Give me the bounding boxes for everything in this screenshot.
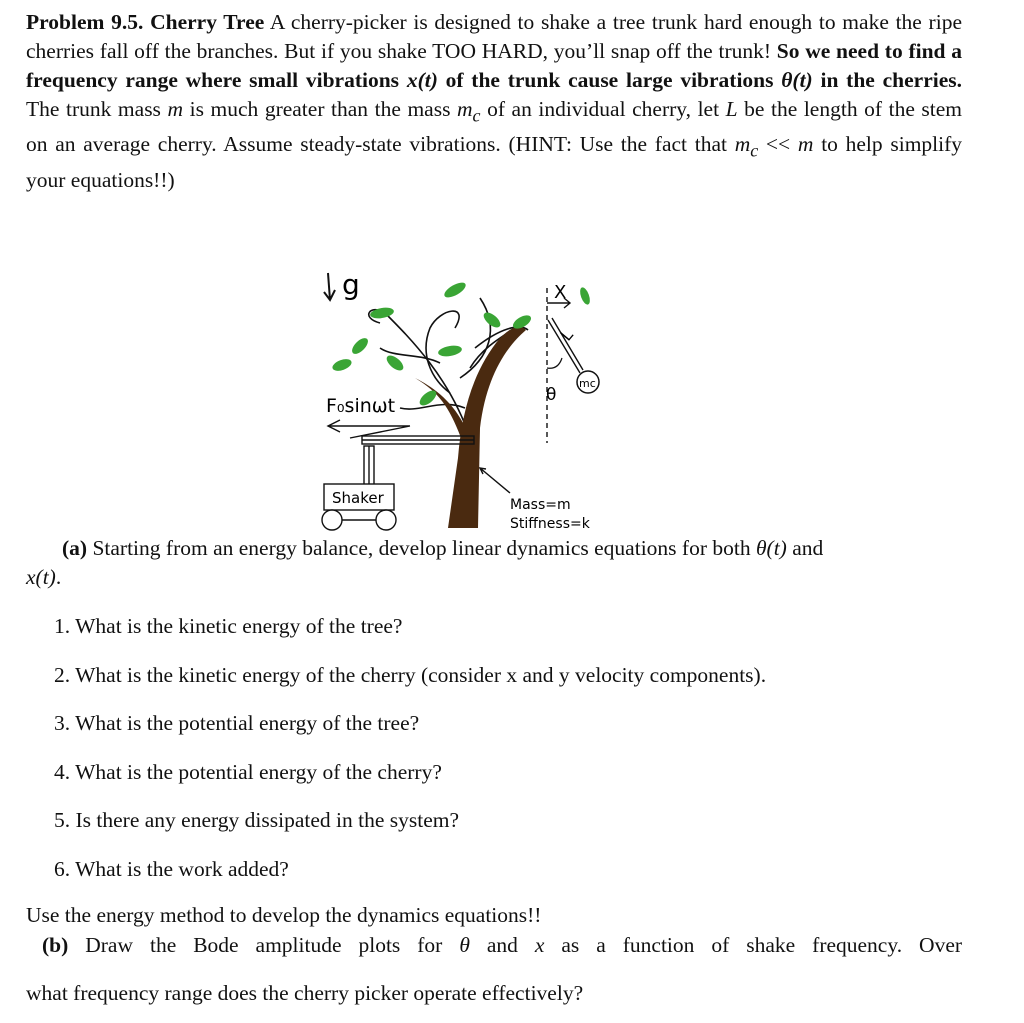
list-item: 3. What is the potential energy of the tree? (54, 711, 420, 735)
problem-title: Cherry Tree (150, 10, 265, 34)
var-x-t: x(t) (406, 68, 438, 92)
var-mc: $m_c$ (457, 97, 481, 126)
gravity-label: g (342, 268, 360, 301)
mass-pointer (480, 468, 510, 493)
list-item: 1. What is the kinetic energy of the tree? (54, 614, 403, 638)
part-a-theta: θ(t) (755, 536, 787, 560)
theta-label: θ (546, 385, 557, 405)
list-item: 2. What is the kinetic energy of the cherry (consider x and y velocity components). (54, 662, 767, 687)
list-item: 4. What is the potential energy of the cherry? (54, 759, 442, 784)
part-a (26, 534, 962, 592)
part-b-theta: θ (459, 933, 470, 957)
list-item: 5. Is there any energy dissipated in the system? (54, 808, 460, 832)
part-b-text-4: what frequency range does the cherry picker operate effectively? (26, 981, 584, 1005)
part-a-text-2: and (792, 536, 824, 560)
intro-text-4: of an individual cherry, let (487, 97, 720, 121)
force-label: F₀sinωt (326, 395, 396, 417)
intro-text-5: be the length of the stem on an average cherry. Assume steady-state vibrations. (HINT: Use the fact that (26, 97, 963, 157)
bold-text-2: of the trunk cause large vibrations (445, 68, 774, 92)
problem-statement (26, 8, 962, 195)
stiffness-label: Stiffness=k (510, 516, 590, 532)
part-b-x: x (534, 933, 545, 957)
var-m: m (167, 97, 184, 121)
part-a-label: (a) (62, 536, 88, 560)
intro-text-6: to help simplify your equations!!) (26, 132, 963, 192)
question-list (26, 610, 766, 901)
part-a-text-3: . (55, 565, 62, 589)
bold-text-1: So we need to find a frequency range where small vibrations (26, 39, 962, 92)
cherry-tree-figure (300, 258, 640, 538)
mass-label: Mass=m (510, 497, 571, 513)
cherry-stem (548, 318, 583, 373)
var-theta-t: θ(t) (781, 68, 813, 92)
tree-branches (369, 298, 530, 438)
hint-expression: $m_c << m$ (734, 132, 814, 161)
part-b-text-2: and (486, 933, 518, 957)
theta-arc (547, 358, 562, 368)
var-L: L (725, 97, 738, 121)
cherry-label: mc (579, 377, 596, 390)
shaker-label: Shaker (332, 489, 384, 507)
force-arrow-icon (328, 420, 410, 438)
part-b-text-1: Draw the Bode amplitude plots for (85, 933, 443, 957)
gravity-arrow-icon (324, 273, 335, 300)
intro-text-3: is much greater than the mass (189, 97, 451, 121)
x-label: X (554, 282, 567, 303)
list-item: 6. What is the work added? (54, 856, 289, 881)
energy-note: Use the energy method to develop the dynamics equations!! (26, 903, 542, 927)
problem-number: Problem 9.5. (26, 10, 144, 34)
part-a-x: x(t) (26, 565, 56, 589)
part-b (26, 930, 962, 1008)
shaker-wheels (322, 510, 396, 530)
part-b-text-3: as a function of shake frequency. Over (561, 933, 963, 957)
part-a-text-1: Starting from an energy balance, develop linear dynamics equations for both (92, 536, 751, 560)
part-b-label: (b) (42, 933, 69, 957)
intro-text-2: The trunk mass (26, 97, 161, 121)
intro-text-1: A cherry-picker is designed to shake a tree trunk hard enough to make the ripe cherries fall off the branches. But if you shake TOO HARD, you’ll snap off the trunk! (26, 10, 962, 63)
bold-text-3: in the cherries. (820, 68, 962, 92)
l-label: L (556, 325, 577, 345)
